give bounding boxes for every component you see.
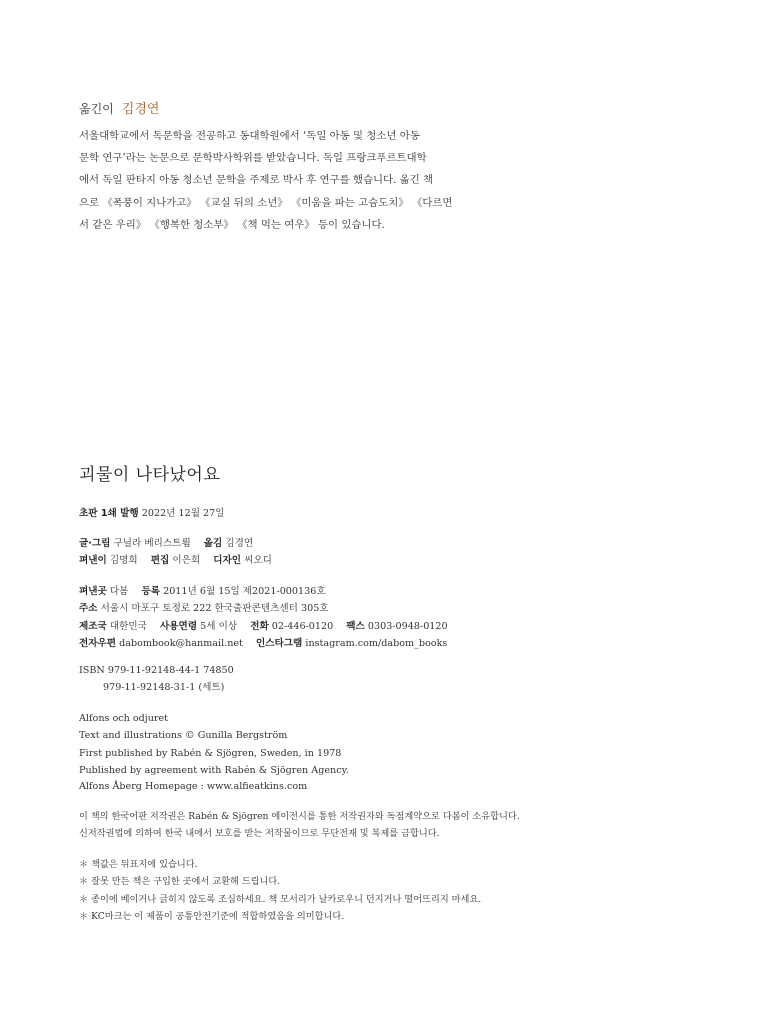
notice-item: ＊ 종이에 베이거나 긁히지 않도록 조심하세요. 책 모서리가 날카로우니 던지거나 떨어뜨리지 마세요.: [79, 893, 482, 905]
credits-line-1: [79, 535, 272, 552]
credit-translator-name: 김경연: [225, 538, 254, 549]
address-value: 서울시 마포구 토정로 222 한국출판콘텐츠센터 305호: [100, 603, 329, 615]
house-name: 다봄: [109, 586, 129, 597]
notice-item: ＊ 책값은 뒤표지에 있습니다.: [79, 859, 198, 870]
credits-block: [79, 535, 272, 570]
notices-block: [79, 856, 481, 926]
rights-block: [79, 710, 349, 780]
bio-line: 문학 연구’라는 논문으로 문학박사학위를 받았습니다. 독일 프랑크푸르트대학: [79, 152, 427, 165]
phone-label: 전화: [250, 620, 269, 632]
bio-line: 서 같은 우리》 《행복한 청소부》 《책 먹는 여우》 등이 있습니다.: [79, 218, 385, 231]
instagram-label: 인스타그램: [255, 638, 303, 650]
notice-item: ＊ KC마크는 이 제품이 공통안전기준에 적합하였음을 의미합니다.: [79, 911, 345, 923]
bio-line: 에서 독일 판타지 아동 청소년 문학을 주제로 박사 후 연구를 했습니다. 옮긴 책: [79, 174, 434, 187]
publisher-block: [79, 583, 448, 653]
first-edition-date: 2022년 12월 27일: [141, 508, 225, 519]
notice-item: ＊ 잘못 만든 책은 구입한 곳에서 교환해 드립니다.: [79, 876, 281, 888]
registration-value: 2011년 6월 15일 제2021-000136호: [163, 586, 326, 597]
rights-line: Alfons och odjuret: [79, 713, 169, 724]
country-label: 제조국: [79, 620, 107, 632]
credits-line-2: [79, 552, 272, 569]
book-title: 괴물이 나타났어요: [79, 465, 221, 485]
publisher-person-name: 김명희: [109, 555, 138, 567]
editor-label: 편집: [150, 555, 170, 567]
design-name: 씨오디: [244, 555, 272, 567]
publisher-line-3: [79, 618, 448, 635]
first-edition-label: 초판 1쇄 발행: [79, 508, 139, 519]
rights-line: First published by Rabén & Sjögren, Sweden, in 1978: [79, 747, 342, 759]
author-label: 글·그림: [79, 538, 111, 549]
translator-bio: [79, 125, 479, 236]
email-label: 전자우편: [79, 638, 117, 650]
first-edition: [79, 505, 225, 522]
isbn-set-line: 979-11-92148-31-1 (세트): [103, 682, 225, 694]
age-label: 사용연령: [160, 620, 198, 632]
author-name: 구닐라 베리스트룀: [113, 538, 191, 549]
bio-line: 으로 《폭풍이 지나가고》 《교실 뒤의 소년》 《미움을 파는 고슴도치》 《다르면: [79, 196, 453, 209]
publisher-line-4: [79, 635, 448, 652]
country-value: 대한민국: [109, 620, 147, 632]
fax-label: 팩스: [346, 620, 365, 632]
publisher-line-1: [79, 583, 448, 600]
translator-heading: [79, 98, 159, 117]
homepage-line: Alfons Åberg Homepage : www.alfieatkins.com: [79, 781, 308, 792]
design-label: 디자인: [213, 555, 242, 567]
registration-label: 등록: [141, 586, 161, 597]
phone-value: 02-446-0120: [271, 620, 334, 632]
credit-translator-label: 옮김: [203, 538, 223, 549]
copyright-line: 이 책의 한국어판 저작권은 Rabén & Sjögren 에이전시를 통한 저작권자와 독점계약으로 다봄이 소유합니다.: [79, 811, 520, 822]
fax-value: 0303-0948-0120: [367, 620, 448, 632]
publisher-line-2: [79, 600, 448, 617]
copyright-block: [79, 808, 520, 843]
bio-line: 서울대학교에서 독문학을 전공하고 동대학원에서 ‘독일 아동 및 청소년 아동: [79, 130, 420, 142]
isbn-block: [79, 662, 234, 697]
publisher-person-label: 펴낸이: [79, 555, 107, 567]
email-value: dabombook@hanmail.net: [119, 638, 243, 650]
instagram-value: instagram.com/dabom_books: [305, 638, 448, 650]
rights-line: Published by agreement with Rabén & Sjögren Agency.: [79, 765, 349, 777]
rights-line: Text and illustrations © Gunilla Bergström: [79, 730, 288, 742]
isbn-line: ISBN 979-11-92148-44-1 74850: [79, 665, 234, 676]
age-value: 5세 이상: [200, 620, 238, 632]
address-label: 주소: [79, 603, 98, 615]
editor-name: 이은희: [172, 555, 201, 567]
translator-label: 옮긴이: [79, 102, 114, 116]
copyright-line: 신저작권법에 의하여 한국 내에서 보호를 받는 저작물이므로 무단전재 및 복제를 금합니다.: [79, 828, 440, 840]
house-label: 펴낸곳: [79, 586, 107, 597]
translator-name: 김경연: [121, 102, 160, 117]
